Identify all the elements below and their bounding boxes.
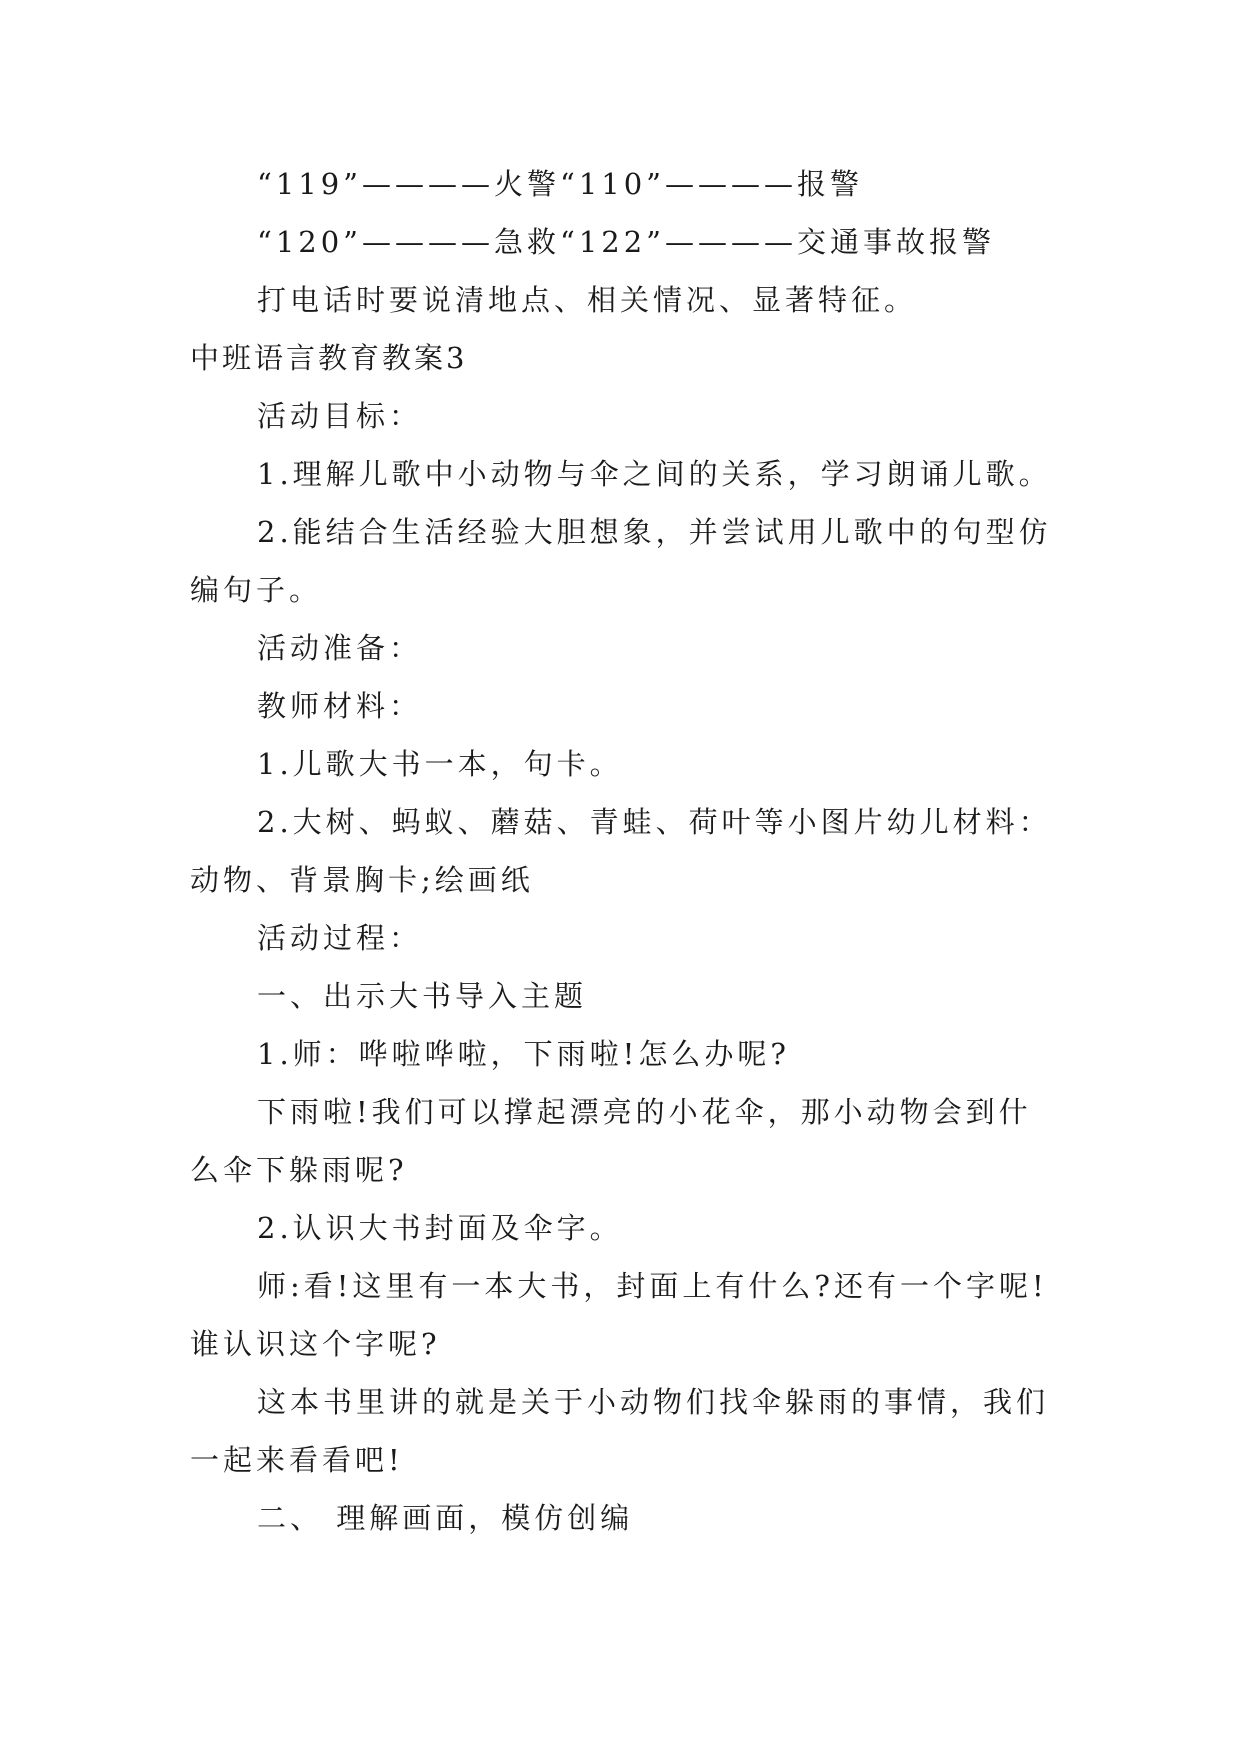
paragraph: 这本书里讲的就是关于小动物们找伞躲雨的事情，我们 bbox=[257, 1385, 1050, 1419]
emergency-numbers-line-2: “120”————急救“122”————交通事故报警 bbox=[257, 225, 996, 259]
paragraph: 2.能结合生活经验大胆想象，并尝试用儿歌中的句型仿 bbox=[257, 515, 1052, 549]
paragraph: 1.师：哗啦哗啦，下雨啦!怎么办呢? bbox=[257, 1037, 790, 1071]
paragraph: 一、出示大书导入主题 bbox=[257, 979, 588, 1013]
paragraph: 2.认识大书封面及伞字。 bbox=[257, 1211, 623, 1245]
subheading-process: 活动过程： bbox=[257, 921, 423, 955]
paragraph: 打电话时要说清地点、相关情况、显著特征。 bbox=[257, 283, 918, 317]
subheading-preparation: 活动准备： bbox=[257, 631, 423, 665]
subheading-goals: 活动目标： bbox=[257, 399, 423, 433]
subheading-teacher-materials: 教师材料： bbox=[257, 689, 423, 723]
section-heading: 中班语言教育教案3 bbox=[190, 341, 468, 375]
paragraph: 师:看!这里有一本大书，封面上有什么?还有一个字呢! bbox=[257, 1269, 1048, 1303]
paragraph-continuation: 编句子。 bbox=[190, 573, 323, 607]
emergency-numbers-line-1: “119”————火警“110”————报警 bbox=[257, 167, 864, 201]
paragraph-continuation: 动物、背景胸卡;绘画纸 bbox=[190, 863, 534, 897]
paragraph: 下雨啦!我们可以撑起漂亮的小花伞，那小动物会到什 bbox=[257, 1095, 1032, 1129]
paragraph-continuation: 一起来看看吧! bbox=[190, 1443, 404, 1477]
paragraph: 1.儿歌大书一本，句卡。 bbox=[257, 747, 623, 781]
paragraph-continuation: 谁认识这个字呢? bbox=[190, 1327, 441, 1361]
paragraph-continuation: 么伞下躲雨呢? bbox=[190, 1153, 408, 1187]
paragraph: 1.理解儿歌中小动物与伞之间的关系，学习朗诵儿歌。 bbox=[257, 457, 1052, 491]
paragraph: 二、 理解画面，模仿创编 bbox=[257, 1501, 634, 1535]
paragraph: 2.大树、蚂蚁、蘑菇、青蛙、荷叶等小图片幼儿材料： bbox=[257, 805, 1052, 839]
